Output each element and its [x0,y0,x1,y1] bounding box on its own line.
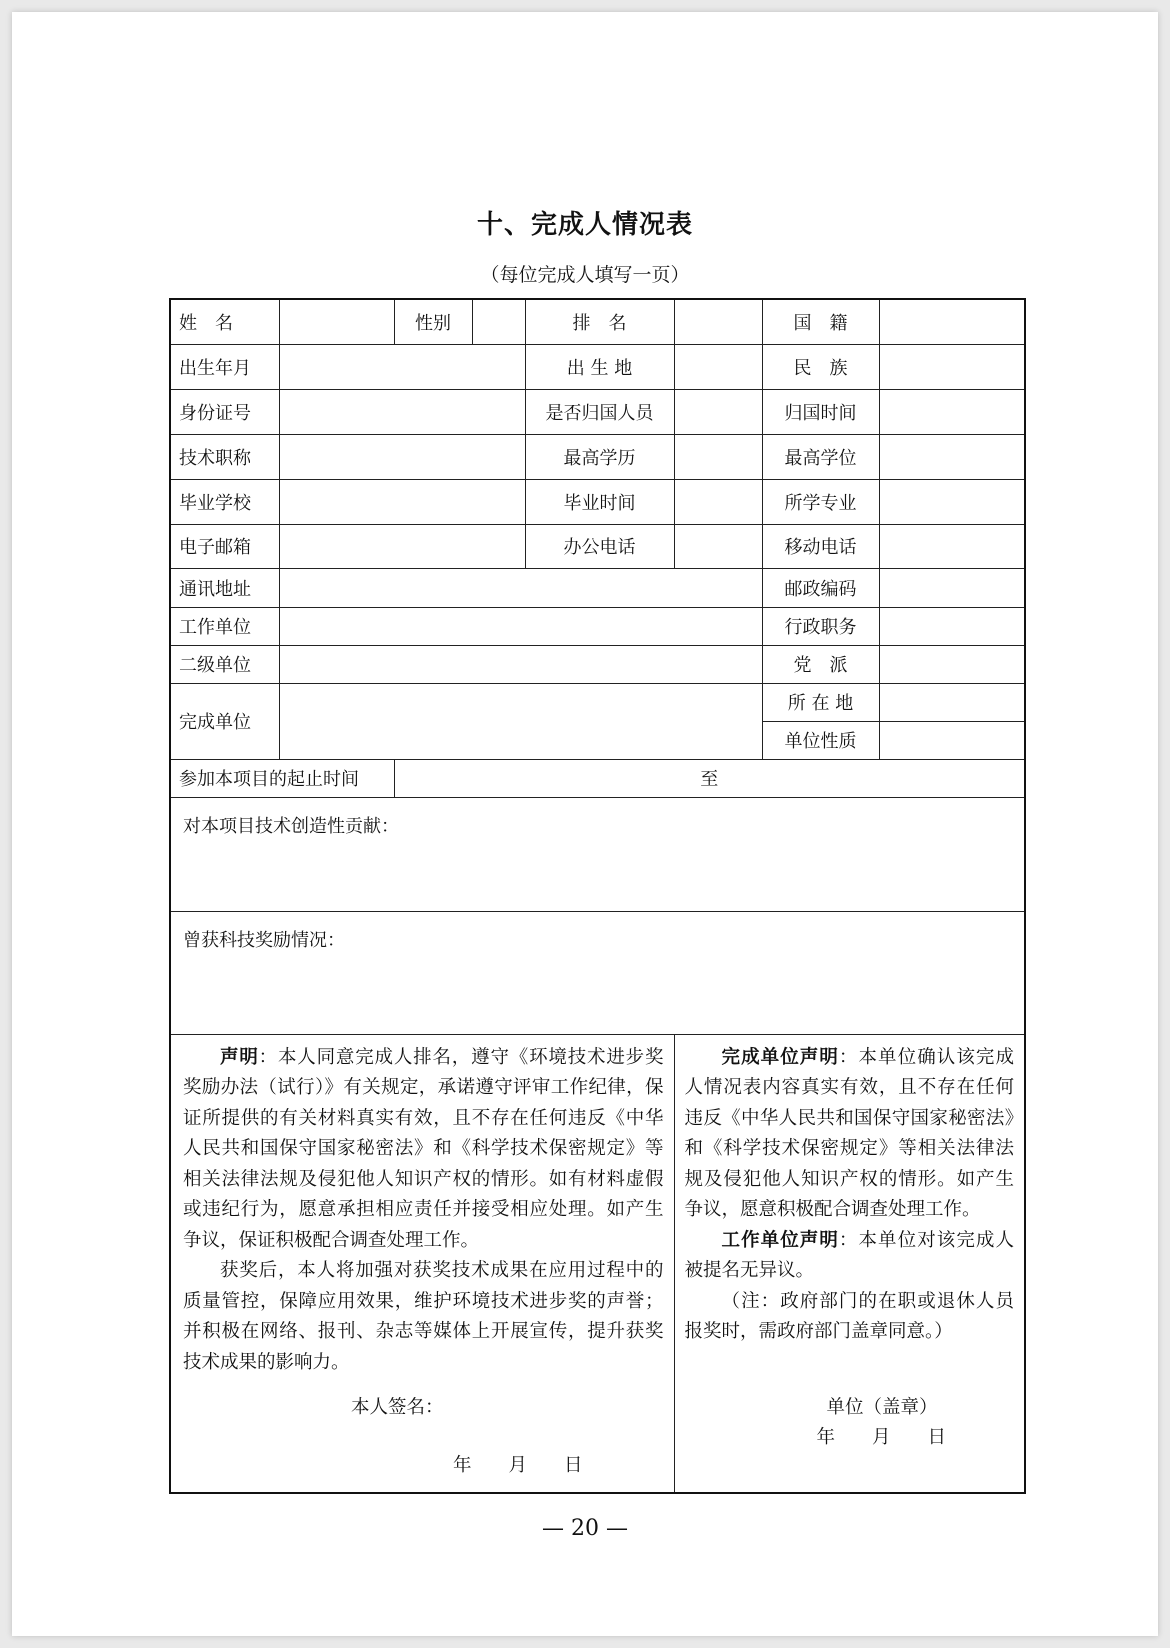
declaration-left-paragraph-2: 获奖后，本人将加强对获奖技术成果在应用过程中的质量管控，保障应用效果，维护环境技术进步奖的声誉；并积极在网络、报刊、杂志等媒体上开展宣传，提升获奖技术成果的影响力。 [183,1260,664,1373]
completion-unit-declaration-heading: 完成单位声明 [721,1046,839,1068]
field-office-phone[interactable] [674,524,762,568]
field-admin-position[interactable] [879,607,1025,645]
field-highest-degree[interactable] [879,434,1025,479]
declaration-left-cell [170,1034,674,1493]
label-name: 姓 名 [170,299,279,344]
document-page [12,12,1158,1636]
field-birthplace[interactable] [674,344,762,389]
label-gender: 性别 [394,299,472,344]
field-school[interactable] [279,479,525,524]
unit-seal-date: 年 月 日 [816,1426,947,1448]
field-location[interactable] [879,683,1025,721]
field-title-tech[interactable] [279,434,525,479]
label-title-tech: 技术职称 [170,434,279,479]
signature-label: 本人签名： [351,1396,444,1418]
field-unit-nature[interactable] [879,721,1025,759]
label-awards: 曾获科技奖励情况： [183,929,345,951]
label-birthplace: 出 生 地 [525,344,674,389]
label-project-period: 参加本项目的起止时间 [170,759,394,797]
declaration-heading: 声明 [220,1046,259,1068]
completer-info-table [169,298,1026,1494]
label-highest-education: 最高学历 [525,434,674,479]
field-postal-code[interactable] [879,568,1025,607]
field-completion-unit[interactable] [279,683,762,759]
field-gender[interactable] [472,299,525,344]
label-postal-code: 邮政编码 [762,568,879,607]
label-completion-unit: 完成单位 [170,683,279,759]
field-rank[interactable] [674,299,762,344]
label-unit-nature: 单位性质 [762,721,879,759]
page-number: — 20 — [542,1516,628,1541]
label-major: 所学专业 [762,479,879,524]
label-birth-date: 出生年月 [170,344,279,389]
declaration-right-cell [674,1034,1025,1493]
label-nationality: 国 籍 [762,299,879,344]
label-work-unit: 工作单位 [170,607,279,645]
label-address: 通讯地址 [170,568,279,607]
label-location: 所 在 地 [762,683,879,721]
work-unit-declaration: 工作单位声明：本单位对该完成人被提名无异议。 [684,1229,1014,1281]
field-mobile[interactable] [879,524,1025,568]
awards-cell[interactable] [170,911,1025,1034]
field-returnee[interactable] [674,389,762,434]
field-party[interactable] [879,645,1025,683]
field-name[interactable] [279,299,394,344]
label-return-time: 归国时间 [762,389,879,434]
field-highest-education[interactable] [674,434,762,479]
label-email: 电子邮箱 [170,524,279,568]
label-office-phone: 办公电话 [525,524,674,568]
contribution-cell[interactable] [170,797,1025,911]
label-secondary-unit: 二级单位 [170,645,279,683]
field-work-unit[interactable] [279,607,762,645]
field-project-period[interactable] [394,759,1025,797]
unit-seal-label: 单位（盖章） [826,1396,938,1418]
declaration-note: （注：政府部门的在职或退休人员报奖时，需政府部门盖章同意。） [684,1290,1014,1342]
period-separator: 至 [700,769,719,790]
field-id-number[interactable] [279,389,525,434]
field-secondary-unit[interactable] [279,645,762,683]
label-mobile: 移动电话 [762,524,879,568]
page-title: 十、完成人情况表 [476,210,693,240]
field-birth-date[interactable] [279,344,525,389]
field-address[interactable] [279,568,762,607]
signature-date: 年 月 日 [453,1454,583,1476]
declaration-left-paragraph-1: 声明：本人同意完成人排名，遵守《环境技术进步奖奖励办法（试行）》有关规定，承诺遵守评审工作纪律，保证所提供的有关材料真实有效，且不存在任何违反《中华人民共和国保守国家秘密法》和《科学技术保密规定》等相关法律法规及侵犯他人知识产权的情形。如有材料虚假或违纪行为，愿意承担相应责任并接受相应处理。如产生争议，保证积极配合调查处理工作。 [183,1046,664,1251]
field-nationality[interactable] [879,299,1025,344]
label-admin-position: 行政职务 [762,607,879,645]
label-returnee: 是否归国人员 [525,389,674,434]
label-rank: 排 名 [525,299,674,344]
field-graduation-time[interactable] [674,479,762,524]
work-unit-declaration-heading: 工作单位声明 [721,1229,839,1251]
label-id-number: 身份证号 [170,389,279,434]
label-graduation-time: 毕业时间 [525,479,674,524]
label-school: 毕业学校 [170,479,279,524]
label-highest-degree: 最高学位 [762,434,879,479]
page-subtitle: （每位完成人填写一页） [480,264,690,286]
label-contribution: 对本项目技术创造性贡献： [183,815,399,837]
field-email[interactable] [279,524,525,568]
label-ethnicity: 民 族 [762,344,879,389]
field-ethnicity[interactable] [879,344,1025,389]
completion-unit-declaration: 完成单位声明：本单位确认该完成人情况表内容真实有效，且不存在任何违反《中华人民共和国保守国家秘密法》和《科学技术保密规定》等相关法律法规及侵犯他人知识产权的情形。如产生争议，愿意积极配合调查处理工作。 [684,1046,1014,1220]
label-party: 党 派 [762,645,879,683]
field-major[interactable] [879,479,1025,524]
field-return-time[interactable] [879,389,1025,434]
